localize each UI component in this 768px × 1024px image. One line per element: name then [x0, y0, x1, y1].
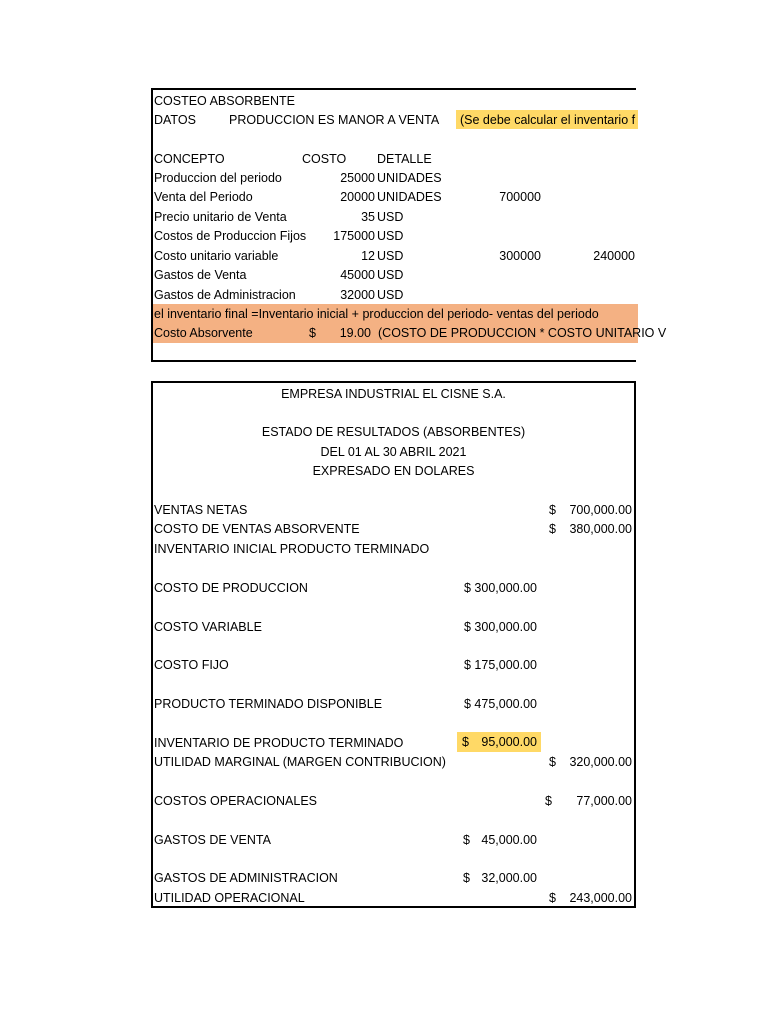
costo-produccion-label: COSTO DE PRODUCCION	[154, 581, 308, 595]
row-costo: 175000	[333, 229, 375, 243]
inv-inicial-label: INVENTARIO INICIAL PRODUCTO TERMINADO	[154, 542, 430, 556]
formula-text: el inventario final =Inventario inicial + produccion del periodo- ventas del periodo	[154, 307, 599, 321]
estado-resultados	[151, 381, 636, 908]
row-concepto: Gastos de Venta	[154, 268, 247, 282]
row-concepto: Venta del Periodo	[154, 190, 253, 204]
prod-disponible-label: PRODUCTO TERMINADO DISPONIBLE	[154, 697, 383, 711]
datos-value: PRODUCCION ES MANOR A VENTA	[229, 113, 440, 127]
costos-operacionales-label: COSTOS OPERACIONALES	[154, 794, 318, 808]
sheet-title: COSTEO ABSORBENTE	[154, 94, 296, 108]
gastos-admin-amount: 32,000.00	[481, 871, 537, 885]
prod-disponible-amount: $ 475,000.00	[464, 697, 537, 711]
report-period: DEL 01 AL 30 ABRIL 2021	[320, 445, 467, 459]
dollar-sign: $	[463, 871, 470, 885]
report-title: ESTADO DE RESULTADOS (ABSORBENTES)	[261, 425, 526, 439]
row-costo: 45000	[340, 268, 375, 282]
row-costo: 25000	[340, 171, 375, 185]
dollar-sign: $	[462, 735, 469, 749]
costo-variable-amount: $ 300,000.00	[464, 620, 537, 634]
utilidad-operacional-total: 243,000.00	[569, 891, 632, 905]
ventas-netas-total: 700,000.00	[569, 503, 632, 517]
costo-ventas-label: COSTO DE VENTAS ABSORVENTE	[154, 522, 360, 536]
costo-produccion-amount: $ 300,000.00	[464, 581, 537, 595]
costeo-datos-table	[151, 88, 667, 362]
costo-fijo-amount: $ 175,000.00	[464, 658, 537, 672]
note-text: (Se debe calcular el inventario f	[460, 113, 636, 127]
costo-abs-value: 19.00	[339, 326, 371, 340]
company-name: EMPRESA INDUSTRIAL EL CISNE S.A.	[281, 387, 506, 401]
row-costo: 20000	[340, 190, 375, 204]
currency-note: EXPRESADO EN DOLARES	[312, 464, 475, 478]
gastos-admin-label: GASTOS DE ADMINISTRACION	[154, 871, 338, 885]
header-detalle: DETALLE	[377, 152, 432, 166]
row-concepto: Gastos de Administracion	[154, 288, 296, 302]
row-detalle: USD	[377, 268, 404, 282]
row-extra1: 300000	[499, 249, 541, 263]
row-costo: 12	[361, 249, 375, 263]
costo-variable-label: COSTO VARIABLE	[154, 620, 262, 634]
row-extra2: 240000	[593, 249, 635, 263]
costo-fijo-label: COSTO FIJO	[154, 658, 229, 672]
dollar-sign: $	[545, 794, 552, 808]
header-concepto: CONCEPTO	[154, 152, 225, 166]
note-highlight	[456, 110, 638, 129]
costos-operacionales-total: 77,000.00	[576, 794, 632, 808]
inv-producto-label: INVENTARIO DE PRODUCTO TERMINADO	[154, 736, 404, 750]
row-concepto: Produccion del periodo	[154, 171, 282, 185]
costo-abs-label: Costo Absorvente	[154, 326, 253, 340]
row-detalle: UNIDADES	[377, 190, 442, 204]
dollar-sign: $	[549, 522, 556, 536]
inv-producto-amount: 95,000.00	[481, 735, 537, 749]
utilidad-marginal-total: 320,000.00	[569, 755, 632, 769]
dollar-sign: $	[549, 755, 556, 769]
costo-absorvente-row	[153, 323, 667, 343]
row-concepto: Costos de Produccion Fijos	[154, 229, 307, 243]
gastos-venta-amount: 45,000.00	[481, 833, 537, 847]
row-extra1: 700000	[499, 190, 541, 204]
formula-row	[153, 304, 638, 323]
utilidad-operacional-label: UTILIDAD OPERACIONAL	[154, 891, 305, 905]
row-detalle: UNIDADES	[377, 171, 442, 185]
row-costo: 35	[361, 210, 375, 224]
gastos-venta-label: GASTOS DE VENTA	[154, 833, 271, 847]
row-costo: 32000	[340, 288, 375, 302]
costo-ventas-total: 380,000.00	[569, 522, 632, 536]
inv-producto-highlight	[457, 732, 541, 752]
ventas-netas-label: VENTAS NETAS	[154, 503, 248, 517]
row-detalle: USD	[377, 210, 404, 224]
row-concepto: Precio unitario de Venta	[154, 210, 287, 224]
dollar-sign: $	[549, 891, 556, 905]
dollar-sign: $	[549, 503, 556, 517]
row-detalle: USD	[377, 288, 404, 302]
row-detalle: USD	[377, 249, 404, 263]
dollar-sign: $	[463, 833, 470, 847]
utilidad-marginal-label: UTILIDAD MARGINAL (MARGEN CONTRIBUCION)	[154, 755, 446, 769]
row-concepto: Costo unitario variable	[154, 249, 279, 263]
datos-label: DATOS	[154, 113, 196, 127]
costo-abs-note: (COSTO DE PRODUCCION * COSTO UNITARIO V	[378, 326, 667, 340]
header-costo: COSTO	[302, 152, 347, 166]
row-detalle: USD	[377, 229, 404, 243]
costo-abs-currency: $	[309, 326, 316, 340]
